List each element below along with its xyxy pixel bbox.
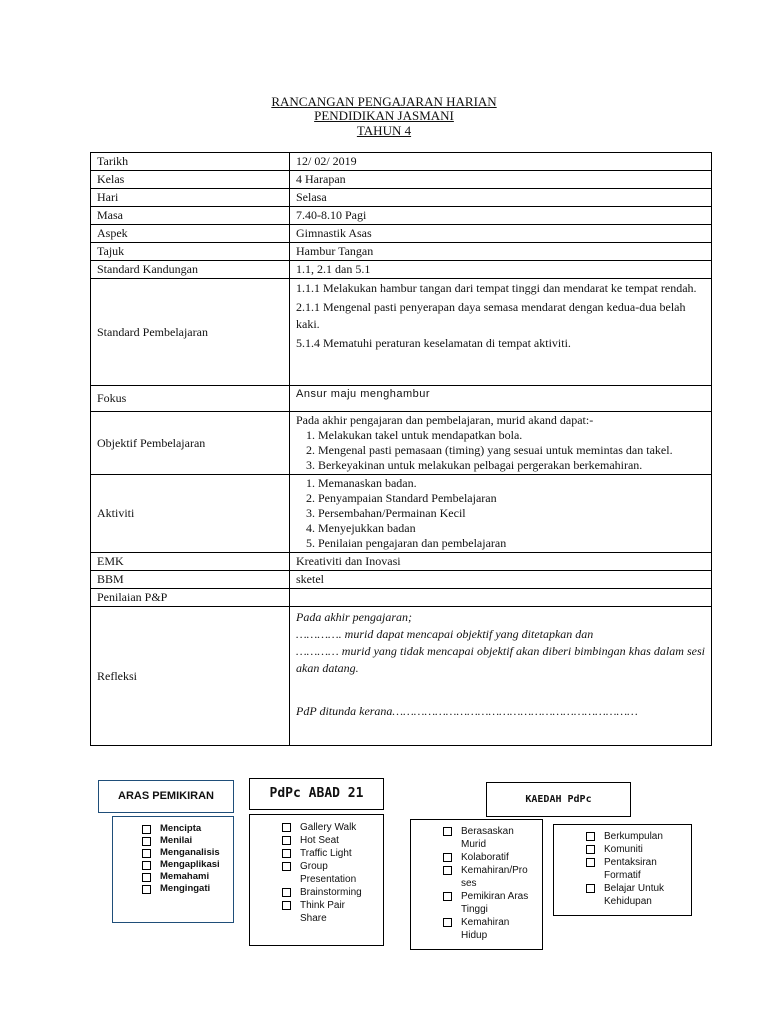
masa-value: 7.40-8.10 Pagi xyxy=(290,207,712,225)
table-row xyxy=(91,386,712,412)
list-item: Mengingati xyxy=(138,883,233,895)
list-item: Menganalisis xyxy=(138,847,233,859)
aktiviti-item: 3. Persembahan/Permainan Kecil xyxy=(318,506,705,521)
list-item: Brainstorming xyxy=(278,886,383,899)
list-item: Mencipta xyxy=(138,823,233,835)
checkbox-icon xyxy=(443,918,452,927)
list-item: Think Pair Share xyxy=(278,899,364,925)
table-row xyxy=(91,553,712,571)
list-item: Group Presentation xyxy=(278,860,364,886)
list-item: Belajar Untuk Kehidupan xyxy=(582,882,684,908)
kaedah-right-list-box xyxy=(553,824,692,916)
checkbox-icon xyxy=(586,832,595,841)
sp-item: 2.1.1 Mengenal pasti penyerapan daya semasa mendarat dengan kedua-dua belah kaki. xyxy=(296,300,686,331)
table-row xyxy=(91,412,712,475)
bbm-value: sketel xyxy=(290,571,712,589)
aras-pemikiran-list-box xyxy=(112,816,234,923)
aktiviti-item: 1. Memanaskan badan. xyxy=(318,476,705,491)
refleksi-line: Pada akhir pengajaran; xyxy=(296,610,412,624)
table-row xyxy=(91,261,712,279)
checkbox-icon xyxy=(282,836,291,845)
hari-label: Hari xyxy=(91,189,290,207)
fokus-value: Ansur maju menghambur xyxy=(290,386,712,412)
standard-kandungan-value: 1.1, 2.1 dan 5.1 xyxy=(290,261,712,279)
emk-label: EMK xyxy=(91,553,290,571)
checkbox-icon xyxy=(443,827,452,836)
checkbox-icon xyxy=(282,849,291,858)
emk-value: Kreativiti dan Inovasi xyxy=(290,553,712,571)
table-row xyxy=(91,189,712,207)
kaedah-pdpc-title: KAEDAH PdPc xyxy=(525,794,592,805)
objektif-label: Objektif Pembelajaran xyxy=(91,412,290,475)
checkbox-icon xyxy=(586,858,595,867)
objektif-item: 2. Mengenal pasti pemasaan (timing) yang sesuai untuk memintas dan takel. xyxy=(318,443,705,458)
doc-year: TAHUN 4 xyxy=(356,123,412,138)
bbm-label: BBM xyxy=(91,571,290,589)
list-item: Memahami xyxy=(138,871,233,883)
kelas-value: 4 Harapan xyxy=(290,171,712,189)
checkbox-icon xyxy=(282,862,291,871)
table-row xyxy=(91,225,712,243)
table-row xyxy=(91,171,712,189)
pdpc-abad-list-box xyxy=(249,814,384,946)
masa-label: Masa xyxy=(91,207,290,225)
checkbox-icon xyxy=(586,845,595,854)
table-row xyxy=(91,243,712,261)
aktiviti-label: Aktiviti xyxy=(91,475,290,553)
refleksi-label: Refleksi xyxy=(91,607,290,746)
table-row xyxy=(91,589,712,607)
list-item: Gallery Walk xyxy=(278,821,383,834)
checkbox-icon xyxy=(142,849,151,858)
doc-title: RANCANGAN PENGAJARAN HARIAN xyxy=(271,94,497,109)
table-row xyxy=(91,279,712,386)
lesson-plan-table xyxy=(90,152,712,746)
pdpc-abad-title-box xyxy=(249,778,384,810)
aktiviti-item: 4. Menyejukkan badan xyxy=(318,521,705,536)
checkbox-icon xyxy=(142,873,151,882)
checkbox-icon xyxy=(142,825,151,834)
penilaian-value xyxy=(290,589,712,607)
checkbox-icon xyxy=(142,861,151,870)
kaedah-left-list-box xyxy=(410,819,543,950)
checkbox-icon xyxy=(443,866,452,875)
objektif-intro: Pada akhir pengajaran dan pembelajaran, murid akand dapat:- xyxy=(296,413,594,427)
list-item: Menilai xyxy=(138,835,233,847)
standard-pembelajaran-label: Standard Pembelajaran xyxy=(91,279,290,386)
checkbox-icon xyxy=(586,884,595,893)
objektif-item: 1. Melakukan takel untuk mendapatkan bola. xyxy=(318,428,705,443)
list-item: Mengaplikasi xyxy=(138,859,233,871)
fokus-label: Fokus xyxy=(91,386,290,412)
aktiviti-value xyxy=(290,475,712,553)
list-item: Hot Seat xyxy=(278,834,383,847)
tarikh-value: 12/ 02/ 2019 xyxy=(290,153,712,171)
aras-pemikiran-title: ARAS PEMIKIRAN xyxy=(118,790,214,802)
table-row xyxy=(91,153,712,171)
checkbox-icon xyxy=(282,888,291,897)
checkbox-icon xyxy=(282,823,291,832)
checkbox-icon xyxy=(443,853,452,862)
penilaian-label: Penilaian P&P xyxy=(91,589,290,607)
kaedah-pdpc-title-box xyxy=(486,782,631,817)
kelas-label: Kelas xyxy=(91,171,290,189)
table-row xyxy=(91,475,712,553)
list-item: Berasaskan Murid xyxy=(439,825,527,851)
checkbox-icon xyxy=(142,837,151,846)
objektif-value xyxy=(290,412,712,475)
table-row xyxy=(91,571,712,589)
pdpc-abad-title: PdPc ABAD 21 xyxy=(269,786,364,801)
tarikh-label: Tarikh xyxy=(91,153,290,171)
list-item: Komuniti xyxy=(582,843,691,856)
aktiviti-item: 2. Penyampaian Standard Pembelajaran xyxy=(318,491,705,506)
list-item: Kolaboratif xyxy=(439,851,542,864)
table-row xyxy=(91,607,712,746)
checkbox-icon xyxy=(282,901,291,910)
refleksi-line: PdP ditunda kerana…………………………………………………………… xyxy=(296,704,638,718)
checkbox-icon xyxy=(142,885,151,894)
list-item: Kemahiran/Proses xyxy=(439,864,531,890)
sp-item: 5.1.4 Mematuhi peraturan keselamatan di tempat aktiviti. xyxy=(296,336,571,350)
aktiviti-item: 5. Penilaian pengajaran dan pembelajaran xyxy=(318,536,705,551)
aspek-value: Gimnastik Asas xyxy=(290,225,712,243)
tajuk-label: Tajuk xyxy=(91,243,290,261)
objektif-item: 3. Berkeyakinan untuk melakukan pelbagai pergerakan berkemahiran. xyxy=(318,458,705,473)
list-item: Kemahiran Hidup xyxy=(439,916,525,942)
refleksi-line: ………… murid yang tidak mencapai objektif akan diberi bimbingan khas dalam sesi akan datang. xyxy=(296,644,705,675)
hari-value: Selasa xyxy=(290,189,712,207)
checkbox-icon xyxy=(443,892,452,901)
list-item: Berkumpulan xyxy=(582,830,691,843)
list-item: Pemikiran Aras Tinggi xyxy=(439,890,531,916)
standard-pembelajaran-value xyxy=(290,279,712,386)
sp-item: 1.1.1 Melakukan hambur tangan dari tempat tinggi dan mendarat ke tempat rendah. xyxy=(296,281,697,295)
doc-subject: PENDIDIKAN JASMANI xyxy=(314,108,454,123)
list-item: Pentaksiran Formatif xyxy=(582,856,674,882)
aras-pemikiran-title-box xyxy=(98,780,234,813)
refleksi-line: …………. murid dapat mencapai objektif yang ditetapkan dan xyxy=(296,627,594,641)
list-item: Traffic Light xyxy=(278,847,383,860)
tajuk-value: Hambur Tangan xyxy=(290,243,712,261)
refleksi-value xyxy=(290,607,712,746)
table-row xyxy=(91,207,712,225)
aspek-label: Aspek xyxy=(91,225,290,243)
standard-kandungan-label: Standard Kandungan xyxy=(91,261,290,279)
